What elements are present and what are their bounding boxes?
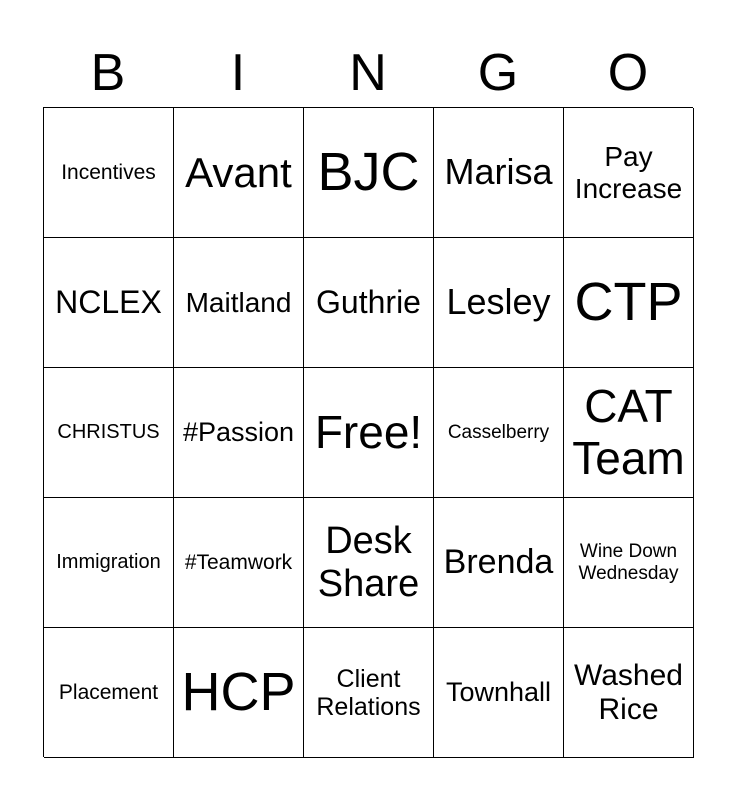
cell-label: Guthrie [316, 283, 421, 320]
bingo-cell-r5c4[interactable] [434, 628, 564, 758]
bingo-cell-r3c1[interactable] [44, 368, 174, 498]
bingo-cell-r2c1[interactable] [44, 238, 174, 368]
header-letter-i: I [230, 44, 246, 102]
bingo-cell-r3c4[interactable] [434, 368, 564, 498]
cell-label: Maitland [185, 286, 292, 318]
bingo-cell-r4c5[interactable] [564, 498, 694, 628]
bingo-board [43, 107, 693, 757]
bingo-cell-r5c3[interactable] [304, 628, 434, 758]
header-letter-n: N [349, 44, 387, 102]
cell-label: Client Relations [316, 664, 421, 721]
cell-label: Lesley [446, 281, 551, 323]
cell-label: Avant [185, 148, 292, 196]
cell-label: Townhall [445, 677, 552, 708]
cell-label: Pay Increase [574, 141, 683, 204]
bingo-cell-r1c1[interactable] [44, 108, 174, 238]
cell-label: Casselberry [447, 421, 550, 443]
bingo-cell-r1c2[interactable] [174, 108, 304, 238]
bingo-cell-r1c5[interactable] [564, 108, 694, 238]
cell-label: CHRISTUS [57, 421, 160, 444]
cell-label: Marisa [444, 151, 553, 193]
bingo-cell-r5c1[interactable] [44, 628, 174, 758]
cell-label: NCLEX [55, 283, 162, 320]
bingo-cell-r1c4[interactable] [434, 108, 564, 238]
bingo-cell-r2c5[interactable] [564, 238, 694, 368]
cell-label: Placement [58, 680, 159, 704]
bingo-cell-r2c2[interactable] [174, 238, 304, 368]
bingo-cell-r3c5[interactable] [564, 368, 694, 498]
cell-label: Brenda [443, 543, 554, 582]
header-letter-o: O [607, 44, 649, 102]
bingo-cell-r3c2[interactable] [174, 368, 304, 498]
header-letter-b: B [90, 44, 126, 102]
cell-label: Desk Share [317, 519, 420, 605]
cell-label: Free! [314, 405, 423, 458]
cell-label: CAT Team [572, 379, 685, 484]
bingo-cell-r5c5[interactable] [564, 628, 694, 758]
cell-label: Incentives [61, 160, 156, 184]
cell-label: #Passion [182, 417, 295, 448]
bingo-cell-r4c3[interactable] [304, 498, 434, 628]
bingo-cell-r4c4[interactable] [434, 498, 564, 628]
free-space-cell[interactable] [304, 368, 434, 498]
bingo-cell-r5c2[interactable] [174, 628, 304, 758]
bingo-cell-r2c4[interactable] [434, 238, 564, 368]
cell-label: Washed Rice [574, 658, 683, 726]
bingo-header [43, 40, 693, 106]
cell-label: #Teamwork [184, 550, 293, 574]
bingo-cell-r1c3[interactable] [304, 108, 434, 238]
header-letter-g: G [477, 44, 519, 102]
cell-label: BJC [317, 142, 420, 203]
cell-label: CTP [574, 272, 683, 333]
bingo-cell-r2c3[interactable] [304, 238, 434, 368]
cell-label: Immigration [56, 551, 161, 574]
bingo-cell-r4c2[interactable] [174, 498, 304, 628]
bingo-cell-r4c1[interactable] [44, 498, 174, 628]
cell-label: HCP [181, 662, 296, 723]
cell-label: Wine Down Wednesday [578, 541, 679, 584]
